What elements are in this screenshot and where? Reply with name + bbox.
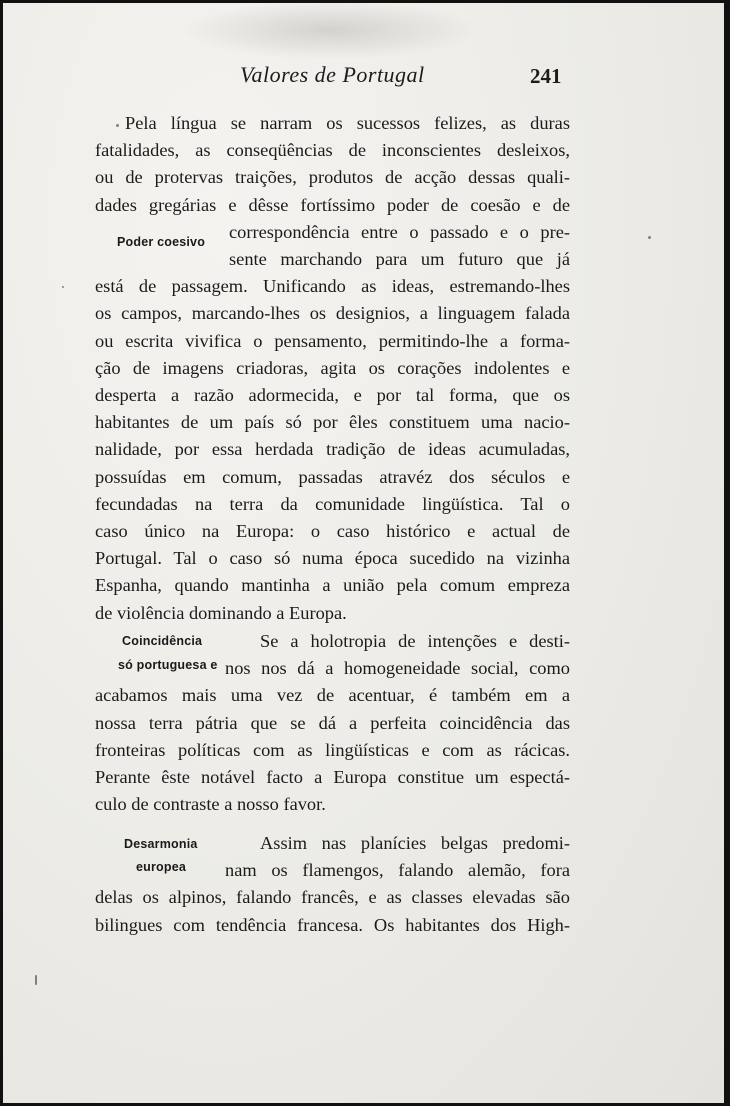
paragraph-2 xyxy=(95,628,570,818)
text-line: fatalidades, as conseqüências de inconscientes desleixos, xyxy=(95,140,570,161)
text-line: Pela língua se narram os sucessos felizes, as duras xyxy=(125,113,570,133)
scan-speck xyxy=(648,236,651,239)
text-line: caso único na Europa: o caso histórico e actual de xyxy=(95,521,570,542)
sidenote-so-portuguesa: só portuguesa e xyxy=(118,658,218,672)
text-line: desperta a razão adormecida, e por tal forma, que os xyxy=(95,385,570,406)
running-head xyxy=(0,60,730,92)
text-line: Se a holotropia de intenções e desti- xyxy=(260,631,570,651)
text-line: possuídas em comum, passadas atravéz dos séculos e xyxy=(95,466,570,487)
text-line: Espanha, quando mantinha a união pela comum empreza xyxy=(95,575,570,596)
scan-speck xyxy=(116,124,119,127)
text-line: ou de protervas traições, produtos de acção dessas quali- xyxy=(95,167,570,188)
text-line: dades gregárias e dêsse fortíssimo poder de coesão e de xyxy=(95,194,570,215)
scan-speck xyxy=(62,286,64,288)
text-line: Portugal. Tal o caso só numa época sucedido na vizinha xyxy=(95,548,570,569)
text-line: acabamos mais uma vez de acentuar, é também em a xyxy=(95,685,570,706)
paragraph-1 xyxy=(95,110,570,627)
running-title: Valores de Portugal xyxy=(240,62,425,87)
top-scan-shadow xyxy=(180,0,480,60)
sidenote-europea: europea xyxy=(136,860,187,874)
text-line: bilingues com tendência francesa. Os habitantes dos High- xyxy=(95,914,570,935)
text-line: ou escrita vivifica o pensamento, permitindo-lhe a forma- xyxy=(95,330,570,351)
sidenote-coincidencia: Coincidência xyxy=(122,634,203,648)
text-line: sente marchando para um futuro que já xyxy=(229,249,570,270)
sidenote-desarmonia: Desarmonia xyxy=(124,837,198,851)
text-line: correspondência entre o passado e o pre- xyxy=(229,221,570,242)
text-line: Perante êste notável facto a Europa constitue um espectá- xyxy=(95,767,570,788)
text-line: nalidade, por essa herdada tradição de ideas acumuladas, xyxy=(95,439,570,460)
text-line: ção de imagens criadoras, agita os corações indolentes e xyxy=(95,357,570,378)
text-line: está de passagem. Unificando as ideas, estremando-lhes xyxy=(95,276,570,297)
page-number: 241 xyxy=(530,64,562,88)
text-line: Assim nas planícies belgas predomi- xyxy=(260,833,570,853)
sidenote-poder-coesivo: Poder coesivo xyxy=(117,235,206,249)
text-line: nossa terra pátria que se dá a perfeita coincidência das xyxy=(95,712,570,733)
text-line: fronteiras políticas com as lingüísticas e com as rácicas. xyxy=(95,739,570,760)
text-line: culo de contraste a nosso favor. xyxy=(95,794,326,815)
scan-speck xyxy=(35,975,37,985)
text-line: de violência dominando a Europa. xyxy=(95,602,347,623)
text-line: delas os alpinos, falando francês, e as classes elevadas são xyxy=(95,887,570,908)
text-line: fecundadas na terra da comunidade lingüística. Tal o xyxy=(95,493,570,514)
text-line: habitantes de um país só por êles constituem uma nacio- xyxy=(95,412,570,433)
text-line: nos nos dá a homogeneidade social, como xyxy=(225,658,570,679)
text-line: os campos, marcando-lhes os designios, a linguagem falada xyxy=(95,303,570,324)
text-line: nam os flamengos, falando alemão, fora xyxy=(225,860,570,881)
